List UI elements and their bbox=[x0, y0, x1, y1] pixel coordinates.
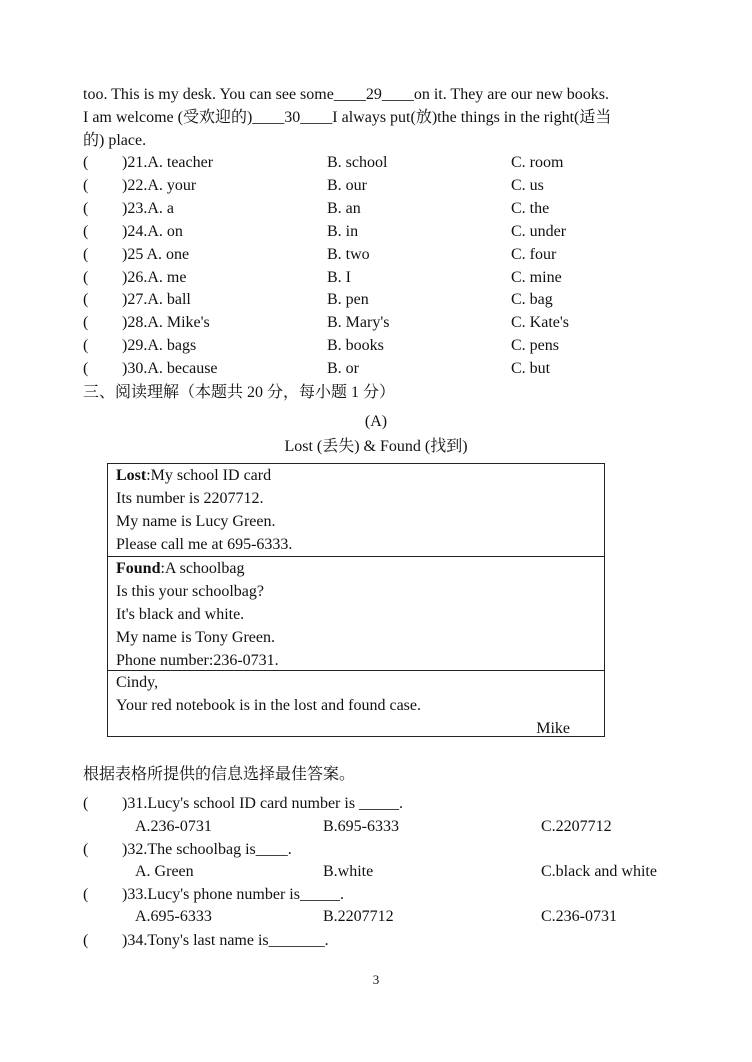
lost-found-table bbox=[107, 463, 605, 737]
question-stem: )32.The schoolbag is____. bbox=[122, 841, 292, 858]
option-b: B. in bbox=[327, 223, 359, 240]
note-signature: Mike bbox=[536, 720, 570, 737]
option-a: )30.A. because bbox=[122, 360, 218, 377]
found-line-5: Phone number:236-0731. bbox=[116, 652, 279, 669]
option-b: B. two bbox=[327, 246, 370, 263]
notice-title: Lost (丢失) & Found (找到) bbox=[284, 438, 468, 455]
reading-question-34 bbox=[83, 930, 683, 952]
found-line-3: It's black and white. bbox=[116, 606, 245, 623]
lost-line-2: Its number is 2207712. bbox=[116, 490, 264, 507]
part-label: (A) bbox=[364, 413, 388, 430]
option-a: )29.A. bags bbox=[122, 337, 197, 354]
found-label: Found bbox=[116, 560, 161, 577]
option-c: C. us bbox=[511, 177, 544, 194]
passage-line-3: 的) place. bbox=[83, 132, 147, 149]
answer-paren[interactable]: ( bbox=[83, 223, 89, 240]
option-b: B. Mary's bbox=[327, 314, 390, 331]
answer-paren[interactable]: ( bbox=[83, 291, 89, 308]
answer-paren[interactable]: ( bbox=[83, 177, 89, 194]
answer-paren[interactable]: ( bbox=[83, 841, 89, 858]
cloze-question-22 bbox=[83, 175, 683, 197]
question-stem: )31.Lucy's school ID card number is _____. bbox=[122, 795, 404, 812]
option-a: )22.A. your bbox=[122, 177, 197, 194]
option-b: B. books bbox=[327, 337, 384, 354]
q31-option-b: B.695-6333 bbox=[323, 818, 399, 835]
answer-paren[interactable]: ( bbox=[83, 360, 89, 377]
lost-line-4: Please call me at 695-6333. bbox=[116, 536, 293, 553]
reading-question-31 bbox=[83, 793, 683, 815]
option-a: )26.A. me bbox=[122, 269, 187, 286]
lost-line-3: My name is Lucy Green. bbox=[116, 513, 276, 530]
q32-option-a: A. Green bbox=[135, 863, 194, 880]
answer-paren[interactable]: ( bbox=[83, 154, 89, 171]
passage-line-2: I am welcome (受欢迎的)____30____I always put(放)the things in the right(适当 bbox=[83, 109, 612, 126]
option-a: )23.A. a bbox=[122, 200, 174, 217]
option-b: B. an bbox=[327, 200, 361, 217]
found-notice bbox=[108, 556, 604, 670]
lost-notice bbox=[108, 464, 604, 556]
option-a: )25 A. one bbox=[122, 246, 190, 263]
reading-question-32 bbox=[83, 839, 683, 861]
found-item: :A schoolbag bbox=[160, 560, 245, 577]
option-b: B. our bbox=[327, 177, 367, 194]
cloze-question-26 bbox=[83, 267, 683, 289]
passage-line-1: too. This is my desk. You can see some____29____on it. They are our new books. bbox=[83, 86, 610, 103]
option-c: C. four bbox=[511, 246, 557, 263]
answer-paren[interactable]: ( bbox=[83, 246, 89, 263]
lost-label: Lost bbox=[116, 467, 147, 484]
answer-paren[interactable]: ( bbox=[83, 932, 89, 949]
cloze-question-28 bbox=[83, 312, 683, 334]
option-c: C. mine bbox=[511, 269, 562, 286]
question-stem: )34.Tony's last name is_______. bbox=[122, 932, 329, 949]
q31-option-c: C.2207712 bbox=[541, 818, 612, 835]
option-c: C. but bbox=[511, 360, 551, 377]
note-line-1: Cindy, bbox=[116, 674, 159, 691]
q31-option-a: A.236-0731 bbox=[135, 818, 212, 835]
cloze-question-29 bbox=[83, 335, 683, 357]
found-line-2: Is this your schoolbag? bbox=[116, 583, 264, 600]
answer-paren[interactable]: ( bbox=[83, 200, 89, 217]
answer-paren[interactable]: ( bbox=[83, 337, 89, 354]
lost-item: :My school ID card bbox=[146, 467, 272, 484]
answer-paren[interactable]: ( bbox=[83, 795, 89, 812]
page-number: 3 bbox=[372, 972, 380, 987]
answer-paren[interactable]: ( bbox=[83, 886, 89, 903]
option-b: B. pen bbox=[327, 291, 369, 308]
option-b: B. school bbox=[327, 154, 388, 171]
cloze-question-21 bbox=[83, 152, 683, 174]
option-a: )28.A. Mike's bbox=[122, 314, 210, 331]
option-c: C. Kate's bbox=[511, 314, 569, 331]
option-c: C. under bbox=[511, 223, 567, 240]
option-a: )27.A. ball bbox=[122, 291, 191, 308]
cloze-question-23 bbox=[83, 198, 683, 220]
note-line-2: Your red notebook is in the lost and found case. bbox=[116, 697, 421, 714]
note-notice bbox=[108, 670, 604, 737]
q33-option-b: B.2207712 bbox=[323, 908, 394, 925]
cloze-question-27 bbox=[83, 289, 683, 311]
q33-option-c: C.236-0731 bbox=[541, 908, 617, 925]
reading-question-33 bbox=[83, 884, 683, 906]
question-stem: )33.Lucy's phone number is_____. bbox=[122, 886, 344, 903]
found-line-4: My name is Tony Green. bbox=[116, 629, 275, 646]
q32-option-c: C.black and white bbox=[541, 863, 657, 880]
option-c: C. pens bbox=[511, 337, 559, 354]
q33-option-a: A.695-6333 bbox=[135, 908, 212, 925]
answer-paren[interactable]: ( bbox=[83, 314, 89, 331]
section-heading: 三、阅读理解（本题共 20 分，每小题 1 分） bbox=[83, 384, 396, 401]
instruction: 根据表格所提供的信息选择最佳答案。 bbox=[83, 766, 356, 783]
option-a: )21.A. teacher bbox=[122, 154, 214, 171]
option-c: C. the bbox=[511, 200, 550, 217]
option-a: )24.A. on bbox=[122, 223, 183, 240]
option-c: C. bag bbox=[511, 291, 553, 308]
option-c: C. room bbox=[511, 154, 564, 171]
cloze-question-30 bbox=[83, 358, 683, 380]
q32-option-b: B.white bbox=[323, 863, 374, 880]
option-b: B. I bbox=[327, 269, 351, 286]
answer-paren[interactable]: ( bbox=[83, 269, 89, 286]
cloze-question-25 bbox=[83, 244, 683, 266]
cloze-question-24 bbox=[83, 221, 683, 243]
option-b: B. or bbox=[327, 360, 359, 377]
